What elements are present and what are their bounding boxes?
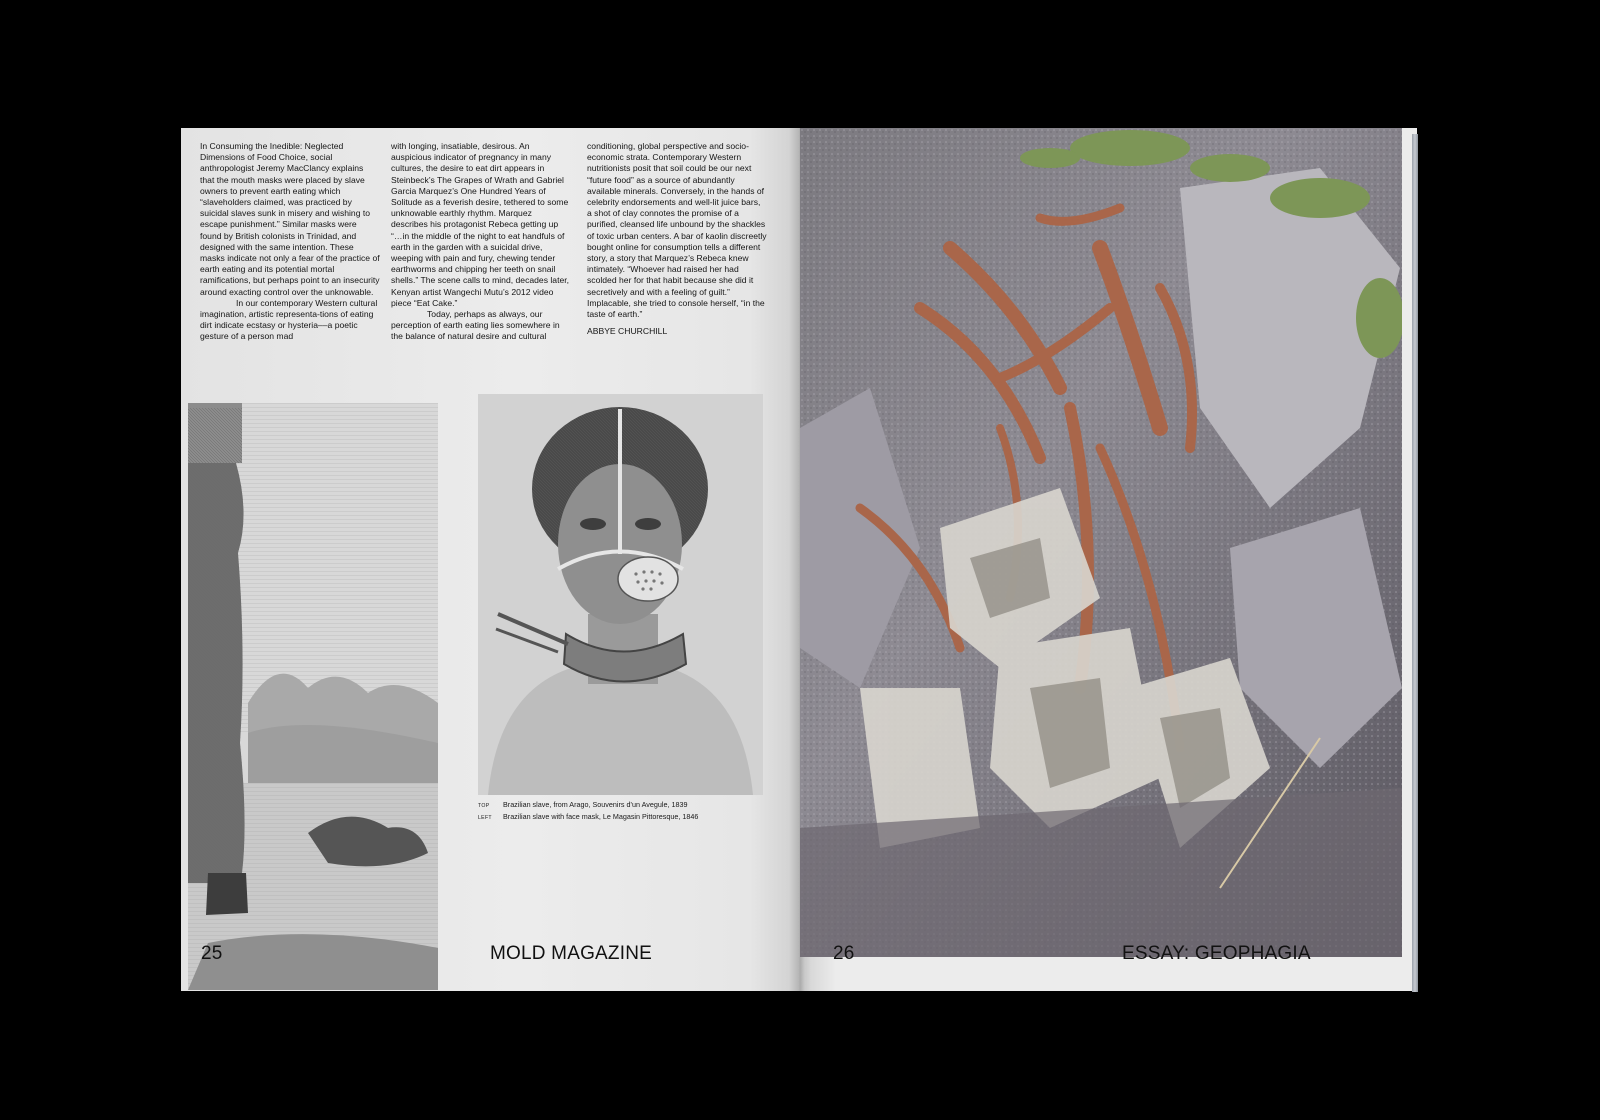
text-column-1 [200,141,380,343]
left-page-number: 25 [201,943,223,964]
column-1-paragraph-1: In Consuming the Inedible: Neglected Dimensions of Food Choice, social anthropologist Jeremy MacClancy explains that the mouth masks were placed by slave owners to prevent earth eating which “slaveholders claimed, was practiced by suicidal slaves sunk in misery and wishing to escape punishment.” Similar masks were found by British colonists in Trinidad, and designed with the same intention. These masks indicate not only a fear of the practice of earth eating and its potential mortal ramifications, but perhaps point to an insecurity around exacting control over the unknowable. [200,141,380,297]
magazine-title: MOLD MAGAZINE [490,943,653,964]
page-stack-edge [1412,134,1418,992]
rock-roots-photo [800,128,1402,957]
column-1-paragraph-2: In our contemporary Western cultural imagination, artistic representa-tions of eating dirt indicate ecstasy or hysteria––a poetic gesture of a person mad [200,297,378,342]
portrait-illustration [478,394,763,795]
caption-left [478,812,778,824]
caption-top-text: Brazilian slave, from Arago, Souvenirs d’un Avegule, 1839 [503,800,688,809]
geophagia-photo-image [800,128,1402,957]
text-column-3 [587,141,767,337]
right-page-number: 26 [833,943,855,964]
column-2-paragraph-1: with longing, insatiable, desirous. An auspicious indicator of pregnancy in many cultures, the desire to eat dirt appears in Steinbeck’s The Grapes of Wrath and Gabriel Garcia Marquez’s One Hundred Years of Solitude as a feverish desire, tethered to some unknowable earthly rhythm. Marquez describes his protagonist Rebeca getting up “…in the middle of the night to eat handfuls of earth in the garden with a suicidal drive, weeping with pain and fury, chewing tender earthworms and chipping her teeth on snail shells.” The scene calls to mind, decades later, Kenyan artist Wangechi Mutu’s 2012 video piece “Eat Cake.” [391,141,570,308]
text-column-2 [391,141,571,343]
column-2-paragraph-2: Today, perhaps as always, our perception of earth eating lies somewhere in the balance of natural desire and cultural [391,309,560,342]
caption-left-text: Brazilian slave with face mask, Le Magasin Pittoresque, 1846 [503,811,699,821]
caption-top-label: TOP [478,803,490,809]
engraving-illustration [188,403,438,990]
caption-left-label: LEFT [478,814,492,821]
column-3-paragraph-1: conditioning, global perspective and socio-economic strata. Contemporary Western nutritionists posit that soil could be our next “future food” as a source of abundantly available minerals. Conversely, in the hands of celebrity endorsements and well-lit juice bars, a shot of clay connotes the promise of a purified, cleansed life unbound by the shackles of toxic urban centers. A bar of kaolin discreetly bought online for consumption tells a different story, a story that Marquez’s Rebeca knew intimately. “Whoever had raised her had scolded her for that habit because she did it secretively and with a feeling of guilt.” Implacable, she tried to console herself, “in the taste of earth.” [587,141,767,320]
caption-top [478,800,778,812]
portrait-face-mask-image [478,394,763,795]
author-byline: ABBYE CHURCHILL [587,326,668,337]
engraving-brazilian-slave-image [188,403,438,990]
essay-title: ESSAY: GEOPHAGIA [1122,943,1311,964]
image-captions [478,800,778,823]
left-page [181,128,799,991]
